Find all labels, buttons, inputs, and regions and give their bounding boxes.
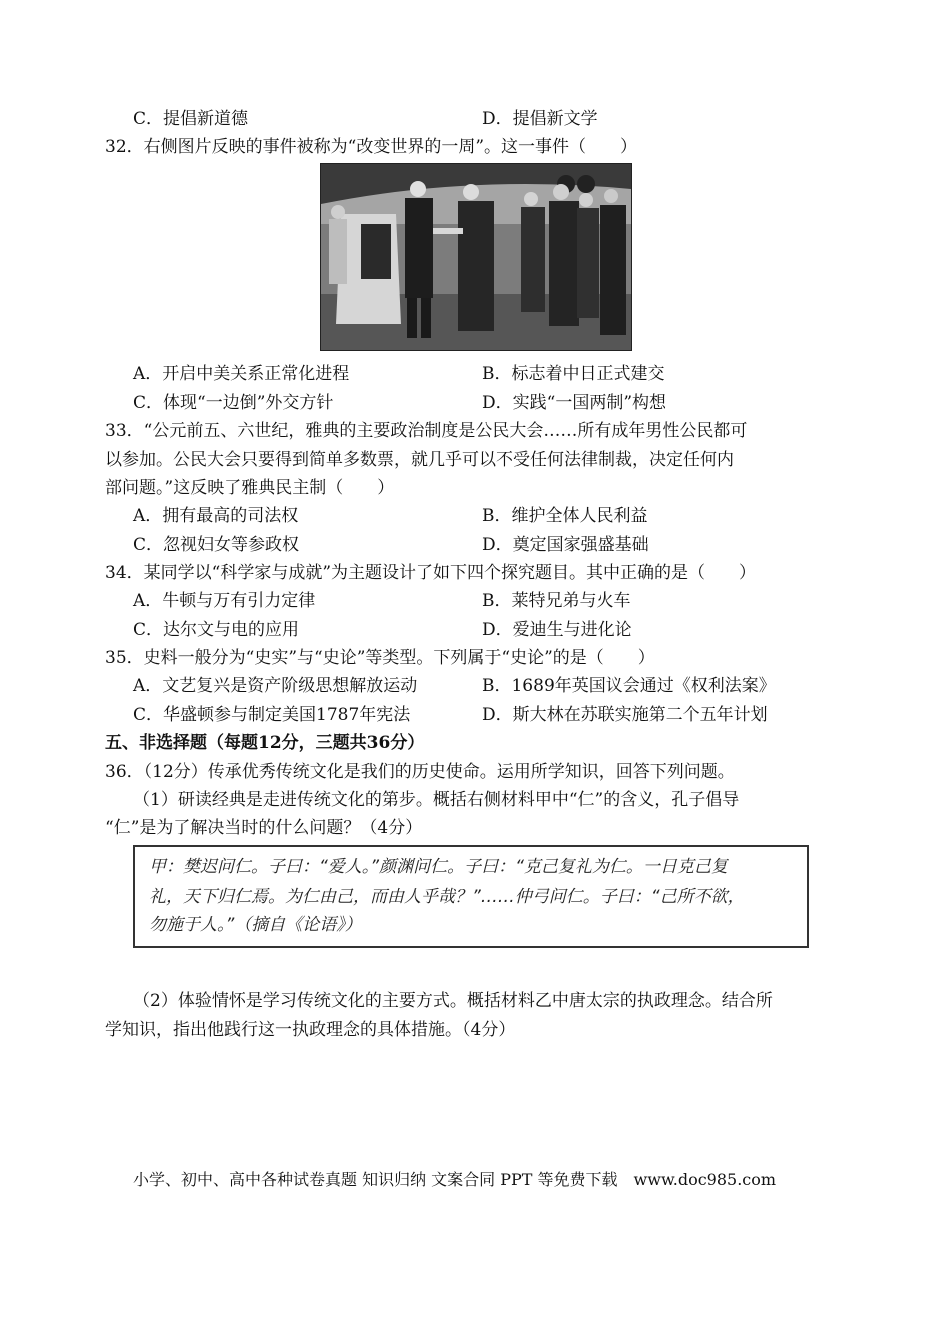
q35-option-a: A．文艺复兴是资产阶级思想解放运动	[133, 676, 418, 696]
q31-option-d: D．提倡新文学	[482, 109, 598, 129]
q32-option-a: A．开启中美关系正常化进程	[133, 364, 350, 384]
q33-stem-line-3: 部问题。”这反映了雅典民主制（ ）	[105, 478, 395, 498]
q36-sub2-line-1: （2）体验情怀是学习传统文化的主要方式。概括材料乙中唐太宗的执政理念。结合所	[133, 991, 773, 1011]
q36-sub2-line-2: 学知识，指出他践行这一执政理念的具体措施。（4分）	[105, 1020, 516, 1040]
q34-stem: 34．某同学以“科学家与成就”为主题设计了如下四个探究题目。其中正确的是（ ）	[105, 563, 757, 583]
material-jia-line-3: 勿施于人。”（摘自《论语》）	[149, 915, 362, 935]
q35-option-d: D．斯大林在苏联实施第二个五年计划	[482, 705, 768, 725]
photo-illustration	[321, 164, 631, 350]
q33-stem-line-1: 33．“公元前五、六世纪，雅典的主要政治制度是公民大会……所有成年男性公民都可	[105, 421, 748, 441]
q31-option-c: C．提倡新道德	[133, 109, 249, 129]
q32-option-c: C．体现“一边倒”外交方针	[133, 393, 334, 413]
section-title: 五、非选择题（每题12分，三题共36分）	[105, 733, 425, 753]
material-jia-line-1: 甲：樊迟问仁。子曰：“爱人。”颜渊问仁。子曰：“克己复礼为仁。一日克己复	[149, 857, 728, 877]
q33-stem-line-2: 以参加。公民大会只要得到简单多数票，就几乎可以不受任何法律制裁，决定任何内	[105, 450, 734, 470]
q33-option-d: D．奠定国家强盛基础	[482, 535, 649, 555]
q32-option-d: D．实践“一国两制”构想	[482, 393, 667, 413]
q33-option-a: A．拥有最高的司法权	[133, 506, 299, 526]
material-jia-line-2: 礼，天下归仁焉。为仁由己，而由人乎哉？”……仲弓问仁。子曰：“己所不欲，	[149, 887, 745, 907]
q34-option-b: B．莱特兄弟与火车	[482, 591, 631, 611]
q35-option-c: C．华盛顿参与制定美国1787年宪法	[133, 705, 411, 725]
q32-photo	[320, 163, 632, 351]
q34-option-a: A．牛顿与万有引力定律	[133, 591, 316, 611]
q36-sub1-line-2: “仁”是为了解决当时的什么问题？（4分）	[105, 818, 423, 838]
q36-stem: 36．（12分）传承优秀传统文化是我们的历史使命。运用所学知识，回答下列问题。	[105, 762, 735, 782]
material-jia-box	[133, 845, 809, 948]
q32-option-b: B．标志着中日正式建交	[482, 364, 665, 384]
q32-stem: 32．右侧图片反映的事件被称为“改变世界的一周”。这一事件（ ）	[105, 137, 638, 157]
q35-stem: 35．史料一般分为“史实”与“史论”等类型。下列属于“史论”的是（ ）	[105, 648, 655, 668]
page-footer: 小学、初中、高中各种试卷真题 知识归纳 文案合同 PPT 等免费下载 www.doc985.com	[133, 1170, 777, 1189]
q35-option-b: B．1689年英国议会通过《权利法案》	[482, 676, 776, 696]
q36-sub1-line-1: （1）研读经典是走进传统文化的第步。概括右侧材料甲中“仁”的含义，孔子倡导	[133, 790, 740, 810]
q34-option-d: D．爱迪生与进化论	[482, 620, 632, 640]
q33-option-c: C．忽视妇女等参政权	[133, 535, 300, 555]
q33-option-b: B．维护全体人民利益	[482, 506, 648, 526]
q34-option-c: C．达尔文与电的应用	[133, 620, 300, 640]
